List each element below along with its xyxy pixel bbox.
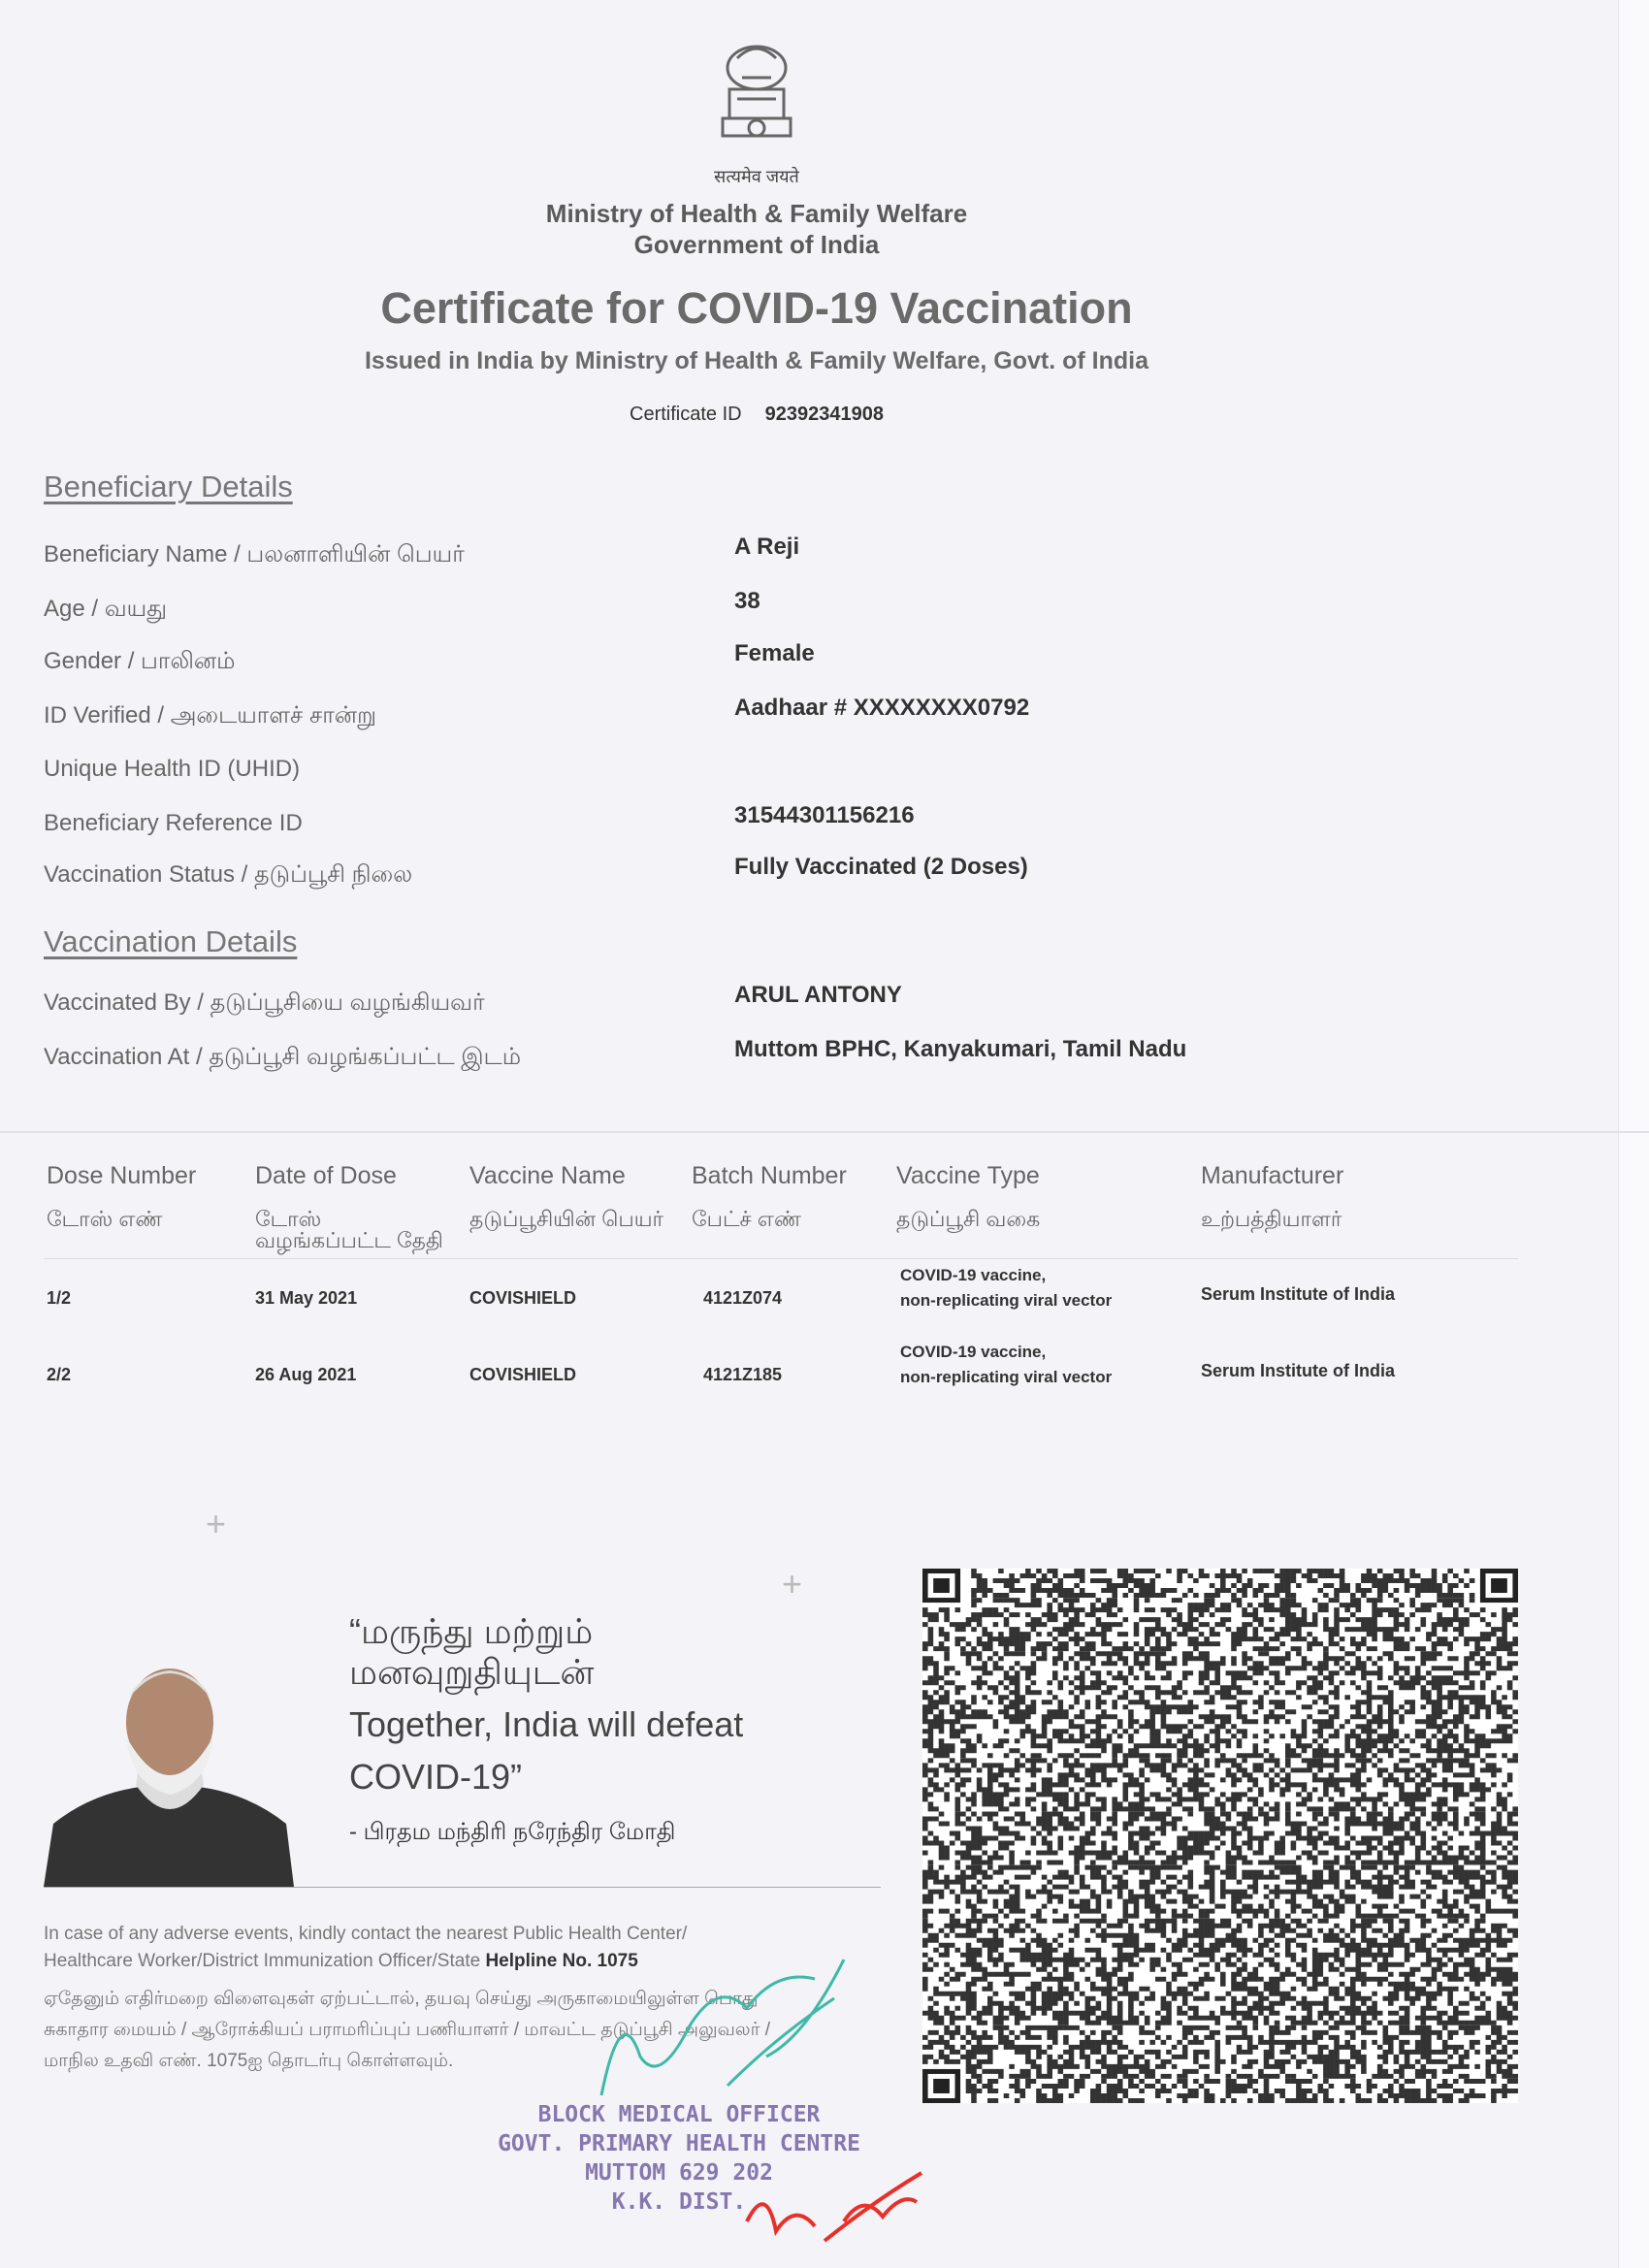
cell-type-line: non-replicating viral vector — [900, 1291, 1113, 1310]
vaccination-label: Vaccinated By / தடுப்பூசியை வழங்கியவர் — [44, 989, 485, 1016]
column-header-tamil: டோஸ் எண் — [47, 1207, 163, 1231]
cell-batch: 4121Z185 — [703, 1365, 783, 1384]
cell-date: 26 Aug 2021 — [255, 1365, 357, 1384]
cell-dose: 2/2 — [47, 1365, 72, 1384]
beneficiary-label: Beneficiary Reference ID — [44, 810, 303, 836]
paper-edge — [1618, 0, 1649, 2268]
vaccination-details-heading: Vaccination Details — [44, 924, 298, 958]
cell-date: 31 May 2021 — [255, 1288, 358, 1308]
footer-line: Healthcare Worker/District Immunization Officer/State — [44, 1951, 486, 1971]
certificate-title: Certificate for COVID-19 Vaccination — [380, 283, 1133, 333]
footer-line: In case of any adverse events, kindly contact the nearest Public Health Center/ — [44, 1924, 688, 1944]
quote-attribution: - பிரதம மந்திரி நரேந்திர மோதி — [349, 1819, 676, 1845]
column-header: Batch Number — [692, 1162, 847, 1189]
beneficiary-value: 31544301156216 — [734, 802, 915, 828]
column-header-tamil: டோஸ் வழங்கப்பட்ட தேதி — [255, 1207, 443, 1252]
beneficiary-label: Age / வயது — [44, 596, 168, 622]
column-header: Dose Number — [47, 1162, 197, 1189]
beneficiary-value: Aadhaar # XXXXXXXX0792 — [734, 695, 1030, 721]
red-signature — [737, 2163, 931, 2260]
certificate-subtitle: Issued in India by Ministry of Health & Family Welfare, Govt. of India — [364, 347, 1148, 374]
beneficiary-label: ID Verified / அடையாளச் சான்று — [44, 702, 377, 729]
beneficiary-value: 38 — [734, 588, 760, 614]
government-name: Government of India — [633, 230, 880, 259]
stamp-line: K.K. DIST. — [611, 2189, 747, 2215]
cell-batch: 4121Z074 — [703, 1288, 783, 1308]
footer-line: ஏதேனும் எதிர்மறை விளைவுகள் ஏற்பட்டால், தயவு செய்து அருகாமையிலுள்ள பொது — [44, 1989, 759, 2009]
beneficiary-details-heading: Beneficiary Details — [44, 470, 293, 503]
cell-mfr: Serum Institute of India — [1201, 1284, 1396, 1304]
cell-dose: 1/2 — [47, 1288, 72, 1308]
cell-mfr: Serum Institute of India — [1201, 1361, 1396, 1380]
cell-type-line: non-replicating viral vector — [900, 1368, 1113, 1386]
emblem-motto: सत्यमेव जयते — [714, 167, 799, 186]
table-divider — [44, 1258, 1518, 1259]
column-header-tamil: தடுப்பூசியின் பெயர் — [469, 1207, 664, 1231]
beneficiary-label: Vaccination Status / தடுப்பூசி நிலை — [44, 861, 413, 888]
column-header: Vaccine Name — [469, 1162, 626, 1189]
plus-mark-icon: + — [782, 1564, 803, 1604]
footer-line: சுகாதார மையம் / ஆரோக்கியப் பராமரிப்புப் பணியாளர் / மாவட்ட தடுப்பூசி அலுவலர் / — [44, 2020, 771, 2040]
column-header: Date of Dose — [255, 1162, 397, 1189]
vaccination-value: ARUL ANTONY — [734, 982, 902, 1008]
column-header-tamil: பேட்ச் எண் — [692, 1207, 801, 1231]
cell-type — [900, 1263, 1112, 1313]
cell-name: COVISHIELD — [469, 1288, 577, 1308]
vaccination-label: Vaccination At / தடுப்பூசி வழங்கப்பட்ட இடம் — [44, 1044, 521, 1070]
beneficiary-value: A Reji — [734, 534, 800, 560]
cell-name: COVISHIELD — [469, 1365, 577, 1384]
vaccination-value: Muttom BPHC, Kanyakumari, Tamil Nadu — [734, 1036, 1187, 1062]
certificate-id-value: 92392341908 — [764, 404, 884, 425]
quote-line: மனவுறுதியுடன் — [349, 1652, 595, 1692]
quote-text — [349, 1605, 743, 1803]
quote-line: “மருந்து மற்றும் — [349, 1611, 594, 1651]
column-header: Manufacturer — [1201, 1162, 1344, 1189]
beneficiary-label: Unique Health ID (UHID) — [44, 756, 301, 782]
certificate-id — [0, 404, 1513, 426]
stamp-line: GOVT. PRIMARY HEALTH CENTRE — [498, 2131, 860, 2156]
beneficiary-value: Fully Vaccinated (2 Doses) — [734, 854, 1028, 880]
cell-type — [900, 1340, 1112, 1390]
fold-line — [0, 1131, 1649, 1133]
quote-divider — [44, 1887, 881, 1888]
quote-line: COVID-19” — [349, 1757, 523, 1797]
stamp-line: BLOCK MEDICAL OFFICER — [537, 2102, 821, 2127]
footer-line: மாநில உதவி எண். 1075ஐ தொடர்பு கொள்ளவும். — [44, 2051, 454, 2071]
prime-minister-photo — [44, 1639, 294, 1887]
national-emblem-icon — [708, 39, 805, 161]
ministry-name: Ministry of Health & Family Welfare — [545, 199, 968, 228]
teal-signature — [582, 1940, 873, 2115]
cell-type-line: COVID-19 vaccine, — [900, 1266, 1047, 1284]
cell-type-line: COVID-19 vaccine, — [900, 1343, 1047, 1361]
certificate-id-label: Certificate ID — [630, 404, 742, 425]
column-header: Vaccine Type — [896, 1162, 1040, 1189]
beneficiary-label: Beneficiary Name / பலனாளியின் பெயர் — [44, 541, 465, 567]
beneficiary-value: Female — [734, 640, 815, 666]
beneficiary-label: Gender / பாலினம் — [44, 648, 236, 674]
plus-mark-icon: + — [206, 1504, 227, 1543]
helpline-number: Helpline No. 1075 — [485, 1951, 638, 1971]
quote-line: Together, India will defeat — [349, 1704, 744, 1744]
column-header-tamil: உற்பத்தியாளர் — [1201, 1207, 1342, 1231]
column-header-tamil: தடுப்பூசி வகை — [896, 1207, 1041, 1231]
qr-code[interactable] — [922, 1569, 1518, 2103]
stamp-line: MUTTOM 629 202 — [585, 2160, 773, 2186]
